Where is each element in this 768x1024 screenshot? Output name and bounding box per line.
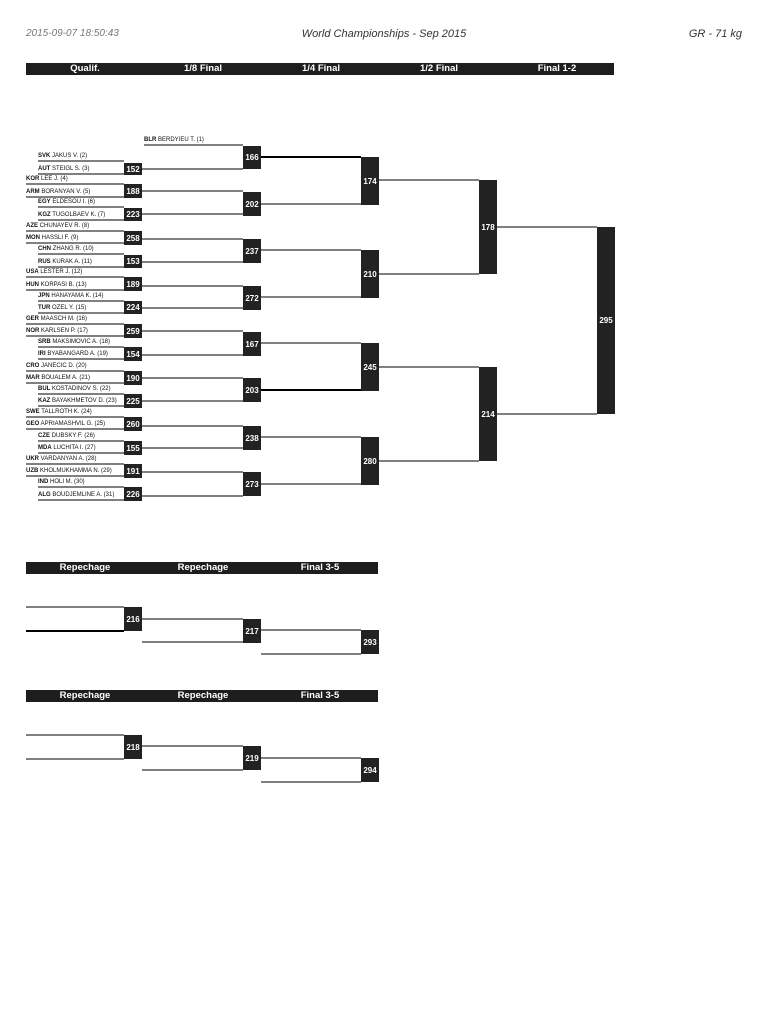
round-header: Repechage <box>59 690 111 701</box>
bout-number-box: 216 <box>124 607 142 631</box>
athlete-country: ARM <box>26 189 40 195</box>
bout-number-box: 224 <box>124 301 142 314</box>
athlete-entry <box>144 137 204 144</box>
athlete-entry <box>38 246 94 253</box>
bout-number-box: 190 <box>124 371 142 385</box>
athlete-entry <box>26 176 68 183</box>
bout-number-box: 178 <box>479 180 497 274</box>
athlete-name: KORPASI B. (13) <box>39 282 87 288</box>
round-header: 1/4 Final <box>301 63 340 74</box>
athlete-country: CZE <box>38 433 50 439</box>
athlete-name: JAKUS V. (2) <box>50 153 88 159</box>
athlete-name: LESTER J. (12) <box>38 269 83 275</box>
round-header: Final 1-2 <box>537 63 577 74</box>
bout-number-box: 259 <box>124 324 142 338</box>
athlete-name: VARDANYAN A. (28) <box>39 456 97 462</box>
bout-number-box: 295 <box>597 227 615 414</box>
bout-number-box: 238 <box>243 426 261 450</box>
athlete-country: AUT <box>38 166 51 172</box>
athlete-entry <box>38 433 95 440</box>
weight-category: GR - 71 kg <box>688 28 742 40</box>
athlete-name: OZEL Y. (15) <box>50 305 87 311</box>
athlete-entry <box>38 492 114 499</box>
athlete-country: IRI <box>38 351 46 357</box>
athlete-entry <box>38 339 110 346</box>
athlete-name: ELDESOU I. (6) <box>50 199 96 205</box>
athlete-country: CHN <box>38 246 51 252</box>
athlete-entry <box>38 153 87 160</box>
athlete-country: ALG <box>38 492 51 498</box>
athlete-country: HUN <box>26 282 39 288</box>
bout-number-box: 273 <box>243 472 261 496</box>
athlete-entry <box>38 199 95 206</box>
round-header: Final 3-5 <box>300 690 340 701</box>
athlete-country: GER <box>26 316 40 322</box>
athlete-name: TUGOLBAEV K. (7) <box>50 212 106 218</box>
bout-number-box: 202 <box>243 192 261 216</box>
athlete-country: TUR <box>38 305 51 311</box>
athlete-entry <box>26 316 87 323</box>
athlete-entry <box>38 305 86 312</box>
round-header: Qualif. <box>70 63 100 74</box>
bout-number-box: 218 <box>124 735 142 759</box>
bout-number-box: 214 <box>479 367 497 461</box>
athlete-entry <box>26 269 82 276</box>
athlete-entry <box>38 479 85 486</box>
athlete-country: BLR <box>144 137 157 143</box>
athlete-entry <box>26 235 78 242</box>
athlete-name: BERDYIEU T. (1) <box>156 137 204 143</box>
athlete-country: BUL <box>38 386 51 392</box>
athlete-country: RUS <box>38 259 51 265</box>
bout-number-box: 217 <box>243 619 261 643</box>
bout-number-box: 245 <box>361 343 379 391</box>
athlete-entry <box>38 293 103 300</box>
athlete-country: JPN <box>38 293 50 299</box>
athlete-entry <box>26 363 87 370</box>
athlete-country: MDA <box>38 445 52 451</box>
bout-number-box: 152 <box>124 163 142 175</box>
bout-number-box: 174 <box>361 157 379 205</box>
athlete-country: SVK <box>38 153 51 159</box>
athlete-entry <box>26 409 92 416</box>
athlete-name: JANECIC D. (20) <box>39 363 87 369</box>
bout-number-box: 191 <box>124 464 142 478</box>
athlete-entry <box>26 375 90 382</box>
bout-number-box: 272 <box>243 286 261 310</box>
athlete-name: HOLI M. (30) <box>48 479 85 485</box>
athlete-entry <box>38 351 108 358</box>
athlete-entry <box>38 212 105 219</box>
round-header: 1/2 Final <box>419 63 458 74</box>
athlete-name: DUBSKY F. (26) <box>50 433 95 439</box>
athlete-entry <box>26 456 96 463</box>
athlete-name: CHUNAYEV R. (8) <box>38 223 90 229</box>
bout-number-box: 167 <box>243 332 261 356</box>
bout-number-box: 210 <box>361 250 379 298</box>
athlete-entry <box>38 259 92 266</box>
athlete-name: BOUALEM A. (21) <box>39 375 91 381</box>
athlete-entry <box>26 189 90 196</box>
athlete-country: UZB <box>26 468 39 474</box>
athlete-country: USA <box>26 269 39 275</box>
athlete-entry <box>38 398 117 405</box>
athlete-name: KOSTADINOV S. (22) <box>50 386 111 392</box>
athlete-name: ZHANG R. (10) <box>51 246 94 252</box>
athlete-entry <box>26 223 89 230</box>
athlete-country: GEO <box>26 421 40 427</box>
athlete-entry <box>26 468 112 475</box>
athlete-country: EGY <box>38 199 51 205</box>
athlete-entry <box>26 282 87 289</box>
athlete-country: KGZ <box>38 212 51 218</box>
bout-number-box: 260 <box>124 417 142 431</box>
athlete-name: KARLSEN P. (17) <box>39 328 88 334</box>
athlete-name: KHOLMUKHAMMA N. (29) <box>38 468 112 474</box>
bout-number-box: 280 <box>361 437 379 485</box>
athlete-name: HANAYAMA K. (14) <box>49 293 104 299</box>
athlete-country: KOR <box>26 176 40 182</box>
athlete-entry <box>38 445 96 452</box>
round-header: Final 3-5 <box>300 562 340 573</box>
athlete-name: STEIGL S. (3) <box>50 166 90 172</box>
athlete-country: AZE <box>26 223 38 229</box>
athlete-name: BYABANGARD A. (19) <box>45 351 108 357</box>
athlete-country: UKR <box>26 456 39 462</box>
round-header: Repechage <box>59 562 111 573</box>
athlete-country: MAR <box>26 375 40 381</box>
bout-number-box: 226 <box>124 487 142 501</box>
athlete-name: KURAK A. (11) <box>50 259 92 265</box>
bout-number-box: 237 <box>243 239 261 263</box>
athlete-entry <box>38 166 89 173</box>
athlete-entry <box>26 421 105 428</box>
athlete-name: HASSLI F. (9) <box>40 235 79 241</box>
round-header: 1/8 Final <box>183 63 222 74</box>
bout-number-box: 155 <box>124 441 142 455</box>
bout-number-box: 189 <box>124 277 142 291</box>
bout-number-box: 153 <box>124 255 142 268</box>
athlete-name: BAYAKHMETOV D. (23) <box>50 398 117 404</box>
athlete-country: CRO <box>26 363 40 369</box>
round-header: Repechage <box>177 690 229 701</box>
athlete-country: NOR <box>26 328 40 334</box>
athlete-name: APRIAMASHVIL G. (25) <box>39 421 106 427</box>
athlete-country: MON <box>26 235 40 241</box>
bout-number-box: 294 <box>361 758 379 782</box>
athlete-country: KAZ <box>38 398 51 404</box>
bout-number-box: 154 <box>124 347 142 361</box>
bout-number-box: 203 <box>243 378 261 402</box>
bout-number-box: 219 <box>243 746 261 770</box>
bout-number-box: 293 <box>361 630 379 654</box>
athlete-entry <box>38 386 111 393</box>
athlete-entry <box>26 328 88 335</box>
athlete-country: SWE <box>26 409 40 415</box>
athlete-country: IND <box>38 479 49 485</box>
round-header: Repechage <box>177 562 229 573</box>
bout-number-box: 166 <box>243 146 261 169</box>
athlete-name: TALLROTH K. (24) <box>39 409 92 415</box>
bout-number-box: 223 <box>124 208 142 221</box>
athlete-name: LEE J. (4) <box>39 176 68 182</box>
athlete-name: MAKSIMOVIC A. (18) <box>50 339 111 345</box>
event-title: World Championships - Sep 2015 <box>301 28 467 40</box>
athlete-name: LUCHITA I. (27) <box>51 445 96 451</box>
athlete-name: BOUDJEMLINE A. (31) <box>50 492 115 498</box>
bout-number-box: 225 <box>124 394 142 408</box>
athlete-name: MAASCH M. (16) <box>39 316 88 322</box>
athlete-name: BORANYAN V. (5) <box>39 189 91 195</box>
athlete-country: SRB <box>38 339 51 345</box>
print-datetime: 2015-09-07 18:50:43 <box>26 28 119 39</box>
bout-number-box: 258 <box>124 231 142 245</box>
bout-number-box: 188 <box>124 184 142 198</box>
